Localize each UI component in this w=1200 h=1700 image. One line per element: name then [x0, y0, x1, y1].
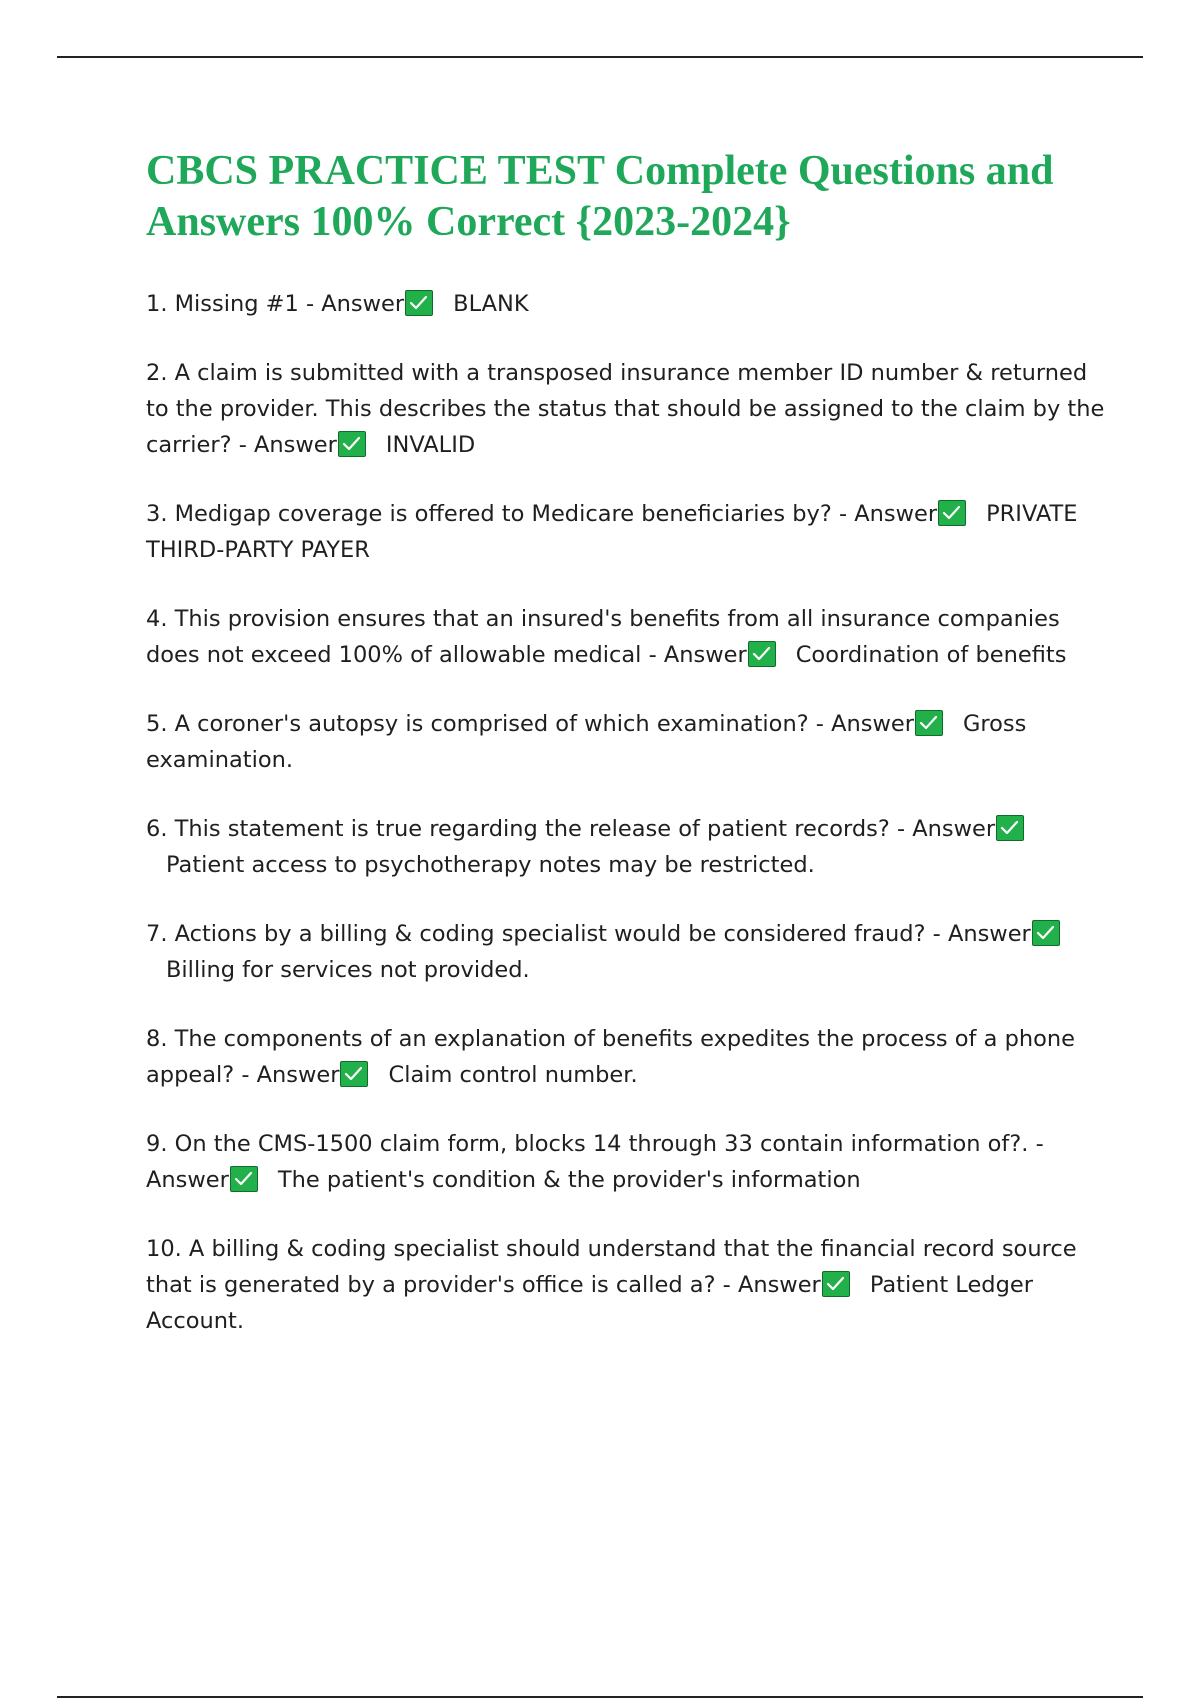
answer-text: BLANK — [453, 291, 529, 317]
answer-label: Answer — [854, 501, 938, 527]
checkmark-box-icon — [1032, 920, 1060, 946]
answer-text: Gross examination. — [146, 711, 1027, 773]
checkmark-box-icon — [915, 710, 943, 736]
qa-list — [146, 286, 1106, 1339]
checkmark-box-icon — [405, 290, 433, 316]
qa-item — [146, 1021, 1106, 1093]
checkmark-box-icon — [338, 431, 366, 457]
question-text: 6. This statement is true regarding the release of patient records? - — [146, 816, 913, 842]
qa-item — [146, 601, 1106, 673]
question-text: 1. Missing #1 - — [146, 291, 322, 317]
checkmark-box-icon — [822, 1271, 850, 1297]
answer-label: Answer — [912, 816, 996, 842]
question-text: 10. A billing & coding specialist should understand that the financial record source that is generated by a provider's office is called a? - — [146, 1236, 1077, 1298]
checkmark-box-icon — [996, 815, 1024, 841]
answer-label: Answer — [321, 291, 405, 317]
answer-label: Answer — [831, 711, 914, 737]
checkmark-box-icon — [748, 641, 776, 667]
answer-label: Answer — [663, 642, 747, 668]
answer-label: Answer — [146, 1167, 229, 1193]
checkmark-box-icon — [230, 1166, 258, 1192]
answer-text: Patient Ledger Account. — [146, 1272, 1033, 1334]
qa-item — [146, 1126, 1106, 1198]
answer-label: Answer — [253, 432, 337, 458]
question-text: 2. A claim is submitted with a transposed insurance member ID number & returned to the provider. This describes the status that should be assigned to the claim by the carrier? - — [146, 360, 1105, 458]
qa-item — [146, 496, 1106, 568]
question-text: 4. This provision ensures that an insured's benefits from all insurance companies does not exceed 100% of allowable medical - — [146, 606, 1060, 668]
answer-text: Patient access to psychotherapy notes may be restricted. — [166, 852, 815, 878]
answer-text: INVALID — [385, 432, 476, 458]
answer-label: Answer — [256, 1062, 340, 1088]
question-text: 3. Medigap coverage is offered to Medicare beneficiaries by? - — [146, 501, 855, 527]
document-title: CBCS PRACTICE TEST Complete Questions and Answers 100% Correct {2023-2024} — [146, 148, 1054, 245]
qa-item — [146, 1231, 1106, 1339]
top-rule — [57, 56, 1143, 58]
answer-label: Answer — [737, 1272, 821, 1298]
document-body — [146, 146, 1106, 1372]
answer-text: Coordination of benefits — [795, 642, 1067, 668]
answer-label: Answer — [947, 921, 1031, 947]
bottom-rule — [57, 1696, 1143, 1698]
qa-item — [146, 916, 1106, 988]
answer-text: Claim control number. — [388, 1062, 638, 1088]
question-text: 9. On the CMS-1500 claim form, blocks 14 through 33 contain information of?. - — [146, 1131, 1044, 1157]
answer-text: The patient's condition & the provider's information — [277, 1167, 861, 1193]
qa-item — [146, 811, 1106, 883]
question-text: 7. Actions by a billing & coding specialist would be considered fraud? - — [146, 921, 948, 947]
qa-item — [146, 355, 1106, 463]
checkmark-box-icon — [340, 1061, 368, 1087]
qa-item — [146, 706, 1106, 778]
qa-item — [146, 286, 1106, 322]
checkmark-box-icon — [938, 500, 966, 526]
answer-text: Billing for services not provided. — [166, 957, 530, 983]
answer-text: PRIVATE THIRD-PARTY PAYER — [146, 501, 1078, 563]
question-text: 5. A coroner's autopsy is comprised of which examination? - — [146, 711, 832, 737]
question-text: 8. The components of an explanation of benefits expedites the process of a phone appeal? - — [146, 1026, 1075, 1088]
